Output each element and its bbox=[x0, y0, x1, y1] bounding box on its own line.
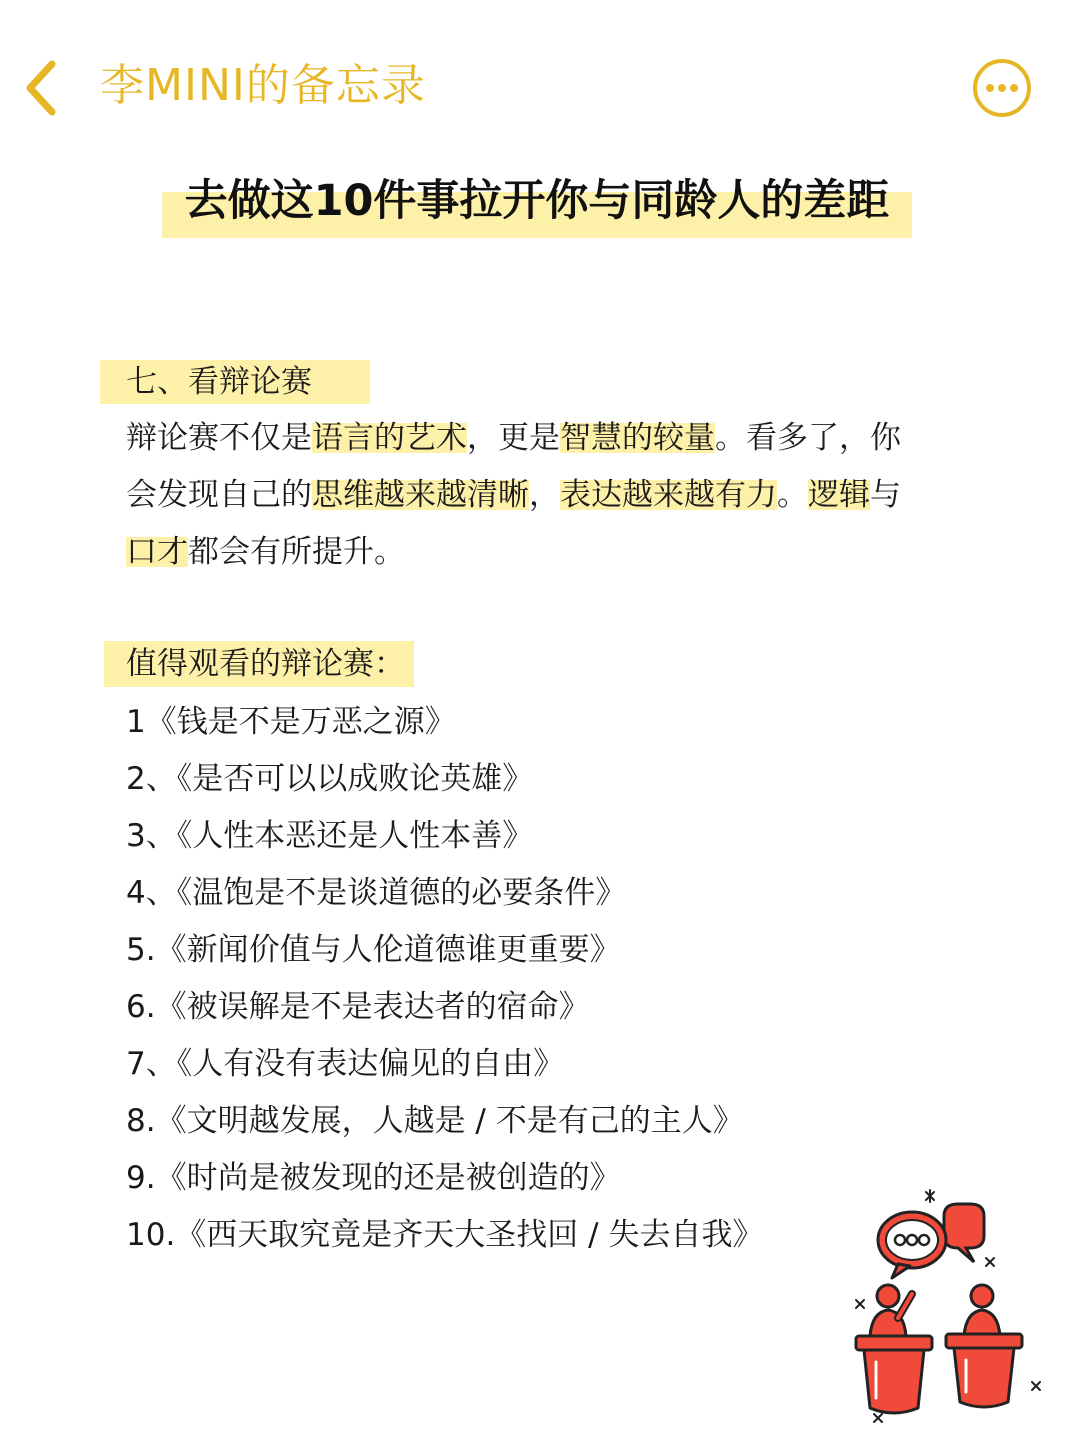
highlighted-phrase: 逻辑 bbox=[808, 477, 870, 513]
highlighted-phrase: 思维越来越清晰 bbox=[312, 477, 529, 513]
para-line-1 bbox=[126, 410, 956, 467]
para-text: 都会有所提升。 bbox=[188, 534, 405, 570]
list-item: 2、《是否可以以成败论英雄》 bbox=[126, 761, 534, 797]
section-title-highlight bbox=[100, 360, 370, 404]
debate-podium-icon bbox=[846, 1186, 1056, 1426]
list-item: 4、《温饱是不是谈道德的必要条件》 bbox=[126, 875, 627, 911]
list-item: 10.《西天取究竟是齐天大圣找回 / 失去自我》 bbox=[126, 1217, 764, 1253]
list-item: 8.《文明越发展，人越是 / 不是有己的主人》 bbox=[126, 1103, 744, 1139]
list-item: 1《钱是不是万恶之源》 bbox=[126, 704, 456, 740]
section-title: 七、看辩论赛 bbox=[126, 364, 312, 400]
debate-illustration bbox=[846, 1186, 1056, 1426]
more-dots-circle-icon bbox=[972, 58, 1032, 118]
para-line-3 bbox=[126, 524, 956, 581]
section-paragraph bbox=[126, 410, 956, 581]
top-bar bbox=[0, 0, 1080, 170]
para-text: 辩论赛不仅是 bbox=[126, 420, 312, 456]
para-text: 。 bbox=[777, 477, 808, 513]
para-line-2 bbox=[126, 467, 956, 524]
headline-block bbox=[162, 172, 912, 236]
para-text: ， bbox=[529, 477, 560, 513]
list-item: 5.《新闻价值与人伦道德谁更重要》 bbox=[126, 932, 621, 968]
list-item: 6.《被误解是不是表达者的宿命》 bbox=[126, 989, 590, 1025]
para-text: 。看多了，你 bbox=[715, 420, 901, 456]
debate-list bbox=[126, 694, 763, 1264]
para-text: 会发现自己的 bbox=[126, 477, 312, 513]
more-button[interactable] bbox=[972, 58, 1032, 118]
list-item: 7、《人有没有表达偏见的自由》 bbox=[126, 1046, 565, 1082]
para-text: ，更是 bbox=[467, 420, 560, 456]
list-item: 3、《人性本恶还是人性本善》 bbox=[126, 818, 534, 854]
list-item: 9.《时尚是被发现的还是被创造的》 bbox=[126, 1160, 621, 1196]
list-title: 值得观看的辩论赛： bbox=[126, 646, 405, 682]
page-headline: 去做这10件事拉开你与同龄人的差距 bbox=[184, 176, 890, 226]
highlighted-phrase: 表达越来越有力 bbox=[560, 477, 777, 513]
back-button[interactable] bbox=[18, 56, 66, 120]
chevron-left-icon bbox=[18, 56, 66, 120]
highlighted-phrase: 口才 bbox=[126, 534, 188, 570]
para-text: 与 bbox=[870, 477, 901, 513]
list-title-highlight bbox=[104, 641, 414, 687]
highlighted-phrase: 语言的艺术 bbox=[312, 420, 467, 456]
app-title: 李MINI的备忘录 bbox=[100, 60, 426, 111]
highlighted-phrase: 智慧的较量 bbox=[560, 420, 715, 456]
